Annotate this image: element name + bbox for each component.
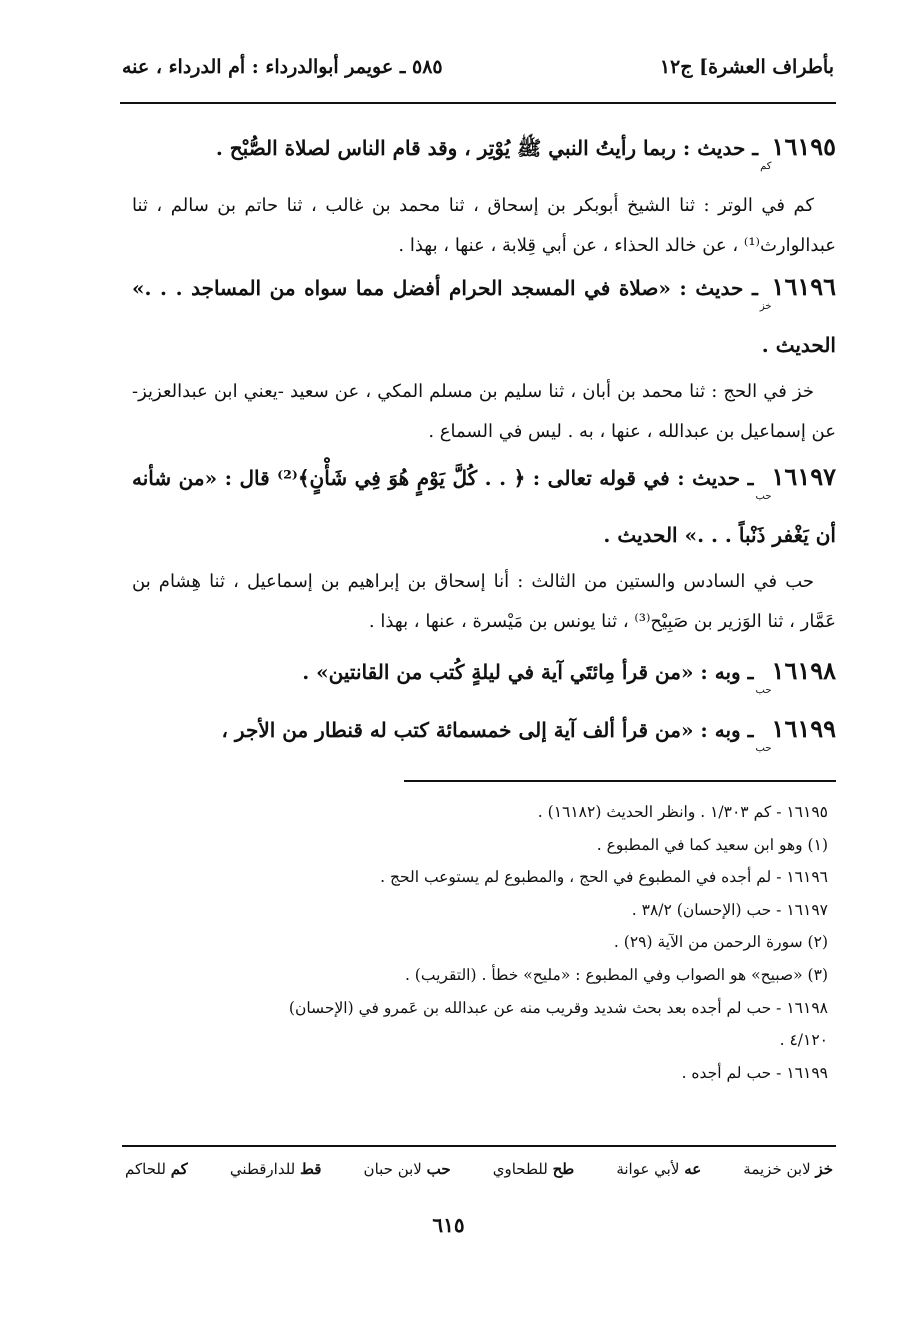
legend-code: عه	[684, 1160, 702, 1178]
footnote: ١٦١٩٥ - كم ١/٣٠٣ . وانظر الحديث (١٦١٨٢) .	[537, 803, 828, 821]
hadith-number: ١٦١٩٦	[771, 272, 836, 301]
hadith-headline	[132, 268, 836, 364]
hadith-headline	[132, 652, 836, 710]
legend-item	[616, 1160, 701, 1178]
hadith-text: ـ وبه : «من قرأ ألف آية إلى خمسمائة كتب له قنطار من الأجر ،	[221, 718, 754, 742]
footnote: ٤/١٢٠ .	[779, 1031, 828, 1050]
hadith-isnad: كم في الوتر : ثنا الشيخ أبوبكر بن إسحاق ، ثنا محمد بن غالب ، ثنا حاتم بن سالم ، ثنا عبدالوارث⁽¹⁾ ، عن خالد الحذاء ، عن أبي قِلابة ، عنها ، بهذا .	[132, 195, 836, 256]
hadith-entry	[132, 268, 836, 452]
hadith-number: ١٦١٩٧	[771, 462, 836, 491]
hadith-entry	[132, 710, 836, 768]
abbreviation-legend	[125, 1160, 833, 1178]
footnote-rule	[404, 780, 836, 782]
hadith-number: ١٦١٩٨	[771, 656, 836, 685]
footnotes	[138, 796, 828, 1089]
footnote: ١٦١٩٦ - لم أجده في المطبوع في الحج ، والمطبوع لم يستوعب الحج .	[380, 868, 828, 887]
footnote: (٣) «صبيح» هو الصواب وفي المطبوع : «مليح» خطأ . (التقريب) .	[404, 965, 828, 984]
hadith-headline	[132, 128, 836, 186]
legend-code: كم	[170, 1160, 188, 1178]
legend-item	[493, 1160, 574, 1178]
source-code: حب	[755, 685, 772, 696]
hadith-headline	[132, 458, 836, 554]
legend-item	[125, 1160, 188, 1178]
legend-code: طح	[552, 1160, 575, 1178]
footnote: (١) وهو ابن سعيد كما في المطبوع .	[596, 835, 828, 854]
footnote: ١٦١٩٧ - حب (الإحسان) ٣٨/٢ .	[631, 900, 828, 919]
legend-label: لأبي عوانة	[616, 1160, 680, 1178]
source-code: حب	[755, 743, 772, 754]
hadith-isnad: خز في الحج : ثنا محمد بن أبان ، ثنا سليم بن مسلم المكي ، عن سعيد -يعني ابن عبدالعزيز- عن إسماعيل بن عبدالله ، عنها ، به . ليس في السماع .	[132, 381, 836, 442]
hadith-text: ـ حديث : ربما رأيتُ النبي ﷺ يُوْتِر ، وقد قام الناس لصلاة الصُّبْح .	[215, 136, 759, 160]
legend-item	[364, 1160, 451, 1178]
legend-label: لابن خزيمة	[743, 1160, 811, 1178]
legend-label: للحاكم	[125, 1160, 166, 1178]
footnote: ١٦١٩٨ - حب لم أجده بعد بحث شديد وقريب منه عن عبدالله بن عَمرو في (الإحسان)	[288, 998, 828, 1017]
running-header	[122, 52, 834, 90]
legend-label: للطحاوي	[492, 1160, 548, 1178]
source-code: كم	[760, 161, 772, 172]
legend-code: خز	[815, 1160, 833, 1178]
hadith-text: ـ وبه : «من قرأ مِائتَي آية في ليلةٍ كُتب من القانتين» .	[302, 660, 754, 684]
hadith-entry	[132, 128, 836, 266]
hadith-entry	[132, 458, 836, 642]
hadith-entry	[132, 652, 836, 710]
legend-code: حب	[426, 1160, 451, 1178]
legend-item	[230, 1160, 322, 1178]
hadith-isnad: حب في السادس والستين من الثالث : أنا إسحاق بن إبراهيم بن إسماعيل ، ثنا هِشام بن عَمَّار ، ثنا الوَزير بن صَبِيْح⁽³⁾ ، ثنا يونس بن مَيْسرة ، عنها ، بهذا .	[132, 571, 836, 632]
footnote: ١٦١٩٩ - حب لم أجده .	[681, 1063, 828, 1082]
hadith-text: ـ حديث : في قوله تعالى : ﴿ . . كُلَّ يَوْمٍ هُوَ فِي شَأْنٍ﴾⁽²⁾ قال : «من شأنه أن يَغْفر ذَنْباً . . .» الحديث .	[132, 466, 836, 547]
header-rule	[120, 102, 836, 104]
page-number: ٦١٥	[432, 1213, 465, 1237]
hadith-text: ـ حديث : «صلاة في المسجد الحرام أفضل مما سواه من المساجد . . .» الحديث .	[132, 276, 836, 357]
legend-label: للدارقطني	[229, 1160, 296, 1178]
legend-rule	[122, 1145, 836, 1147]
footnote: (٢) سورة الرحمن من الآية (٢٩) .	[613, 933, 828, 952]
header-volume: بأطراف العشرة] ج١٢	[659, 56, 834, 78]
header-chapter: ٥٨٥ ـ عويمر أبوالدرداء : أم الدرداء ، عنه	[122, 56, 443, 78]
legend-code: قط	[300, 1160, 322, 1178]
hadith-number: ١٦١٩٩	[771, 714, 836, 743]
hadith-headline	[132, 710, 836, 768]
legend-label: لابن حبان	[363, 1160, 422, 1178]
source-code: خز	[759, 301, 772, 312]
hadith-number: ١٦١٩٥	[771, 132, 836, 161]
source-code: حب	[755, 491, 772, 502]
legend-item	[743, 1160, 833, 1178]
